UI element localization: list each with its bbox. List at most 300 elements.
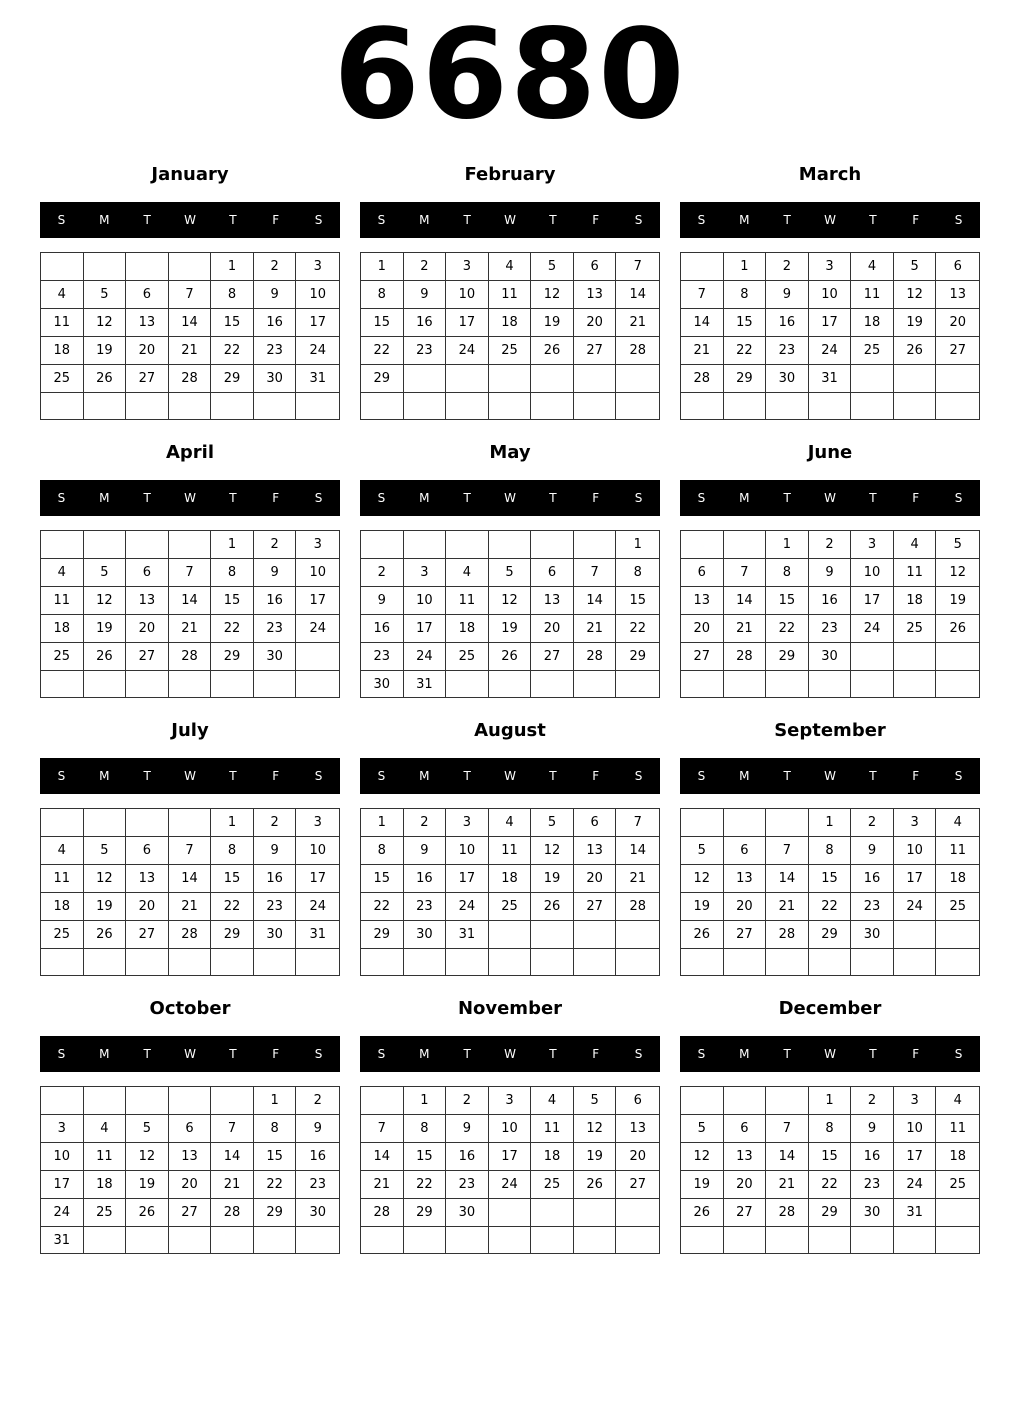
weekday-header xyxy=(680,758,980,794)
day-cell: 9 xyxy=(851,1115,894,1143)
day-cell: 1 xyxy=(766,531,809,559)
weekday-label: T xyxy=(869,491,877,505)
day-cell: 1 xyxy=(254,1087,297,1115)
month-name: September xyxy=(774,720,886,741)
day-cell: 21 xyxy=(616,309,659,337)
empty-cell xyxy=(126,1087,169,1115)
empty-cell xyxy=(254,1227,297,1254)
empty-cell xyxy=(211,949,254,975)
day-cell: 26 xyxy=(574,1171,617,1199)
empty-cell xyxy=(169,1087,212,1115)
weekday-label: W xyxy=(824,1047,836,1061)
empty-cell xyxy=(446,393,489,419)
empty-cell xyxy=(851,643,894,671)
day-cell: 14 xyxy=(169,865,212,893)
day-cell: 24 xyxy=(894,893,937,921)
day-cell: 25 xyxy=(489,337,532,365)
day-cell: 11 xyxy=(41,587,84,615)
empty-cell xyxy=(894,671,937,697)
empty-cell xyxy=(681,393,724,419)
day-cell: 23 xyxy=(809,615,852,643)
day-cell: 4 xyxy=(489,809,532,837)
day-cell: 19 xyxy=(84,893,127,921)
weekday-label: S xyxy=(697,769,706,783)
day-cell: 7 xyxy=(766,837,809,865)
day-cell: 23 xyxy=(851,1171,894,1199)
day-cell: 8 xyxy=(254,1115,297,1143)
weekday-label: F xyxy=(912,1047,920,1061)
day-cell: 7 xyxy=(574,559,617,587)
empty-cell xyxy=(84,393,127,419)
month-name: April xyxy=(165,442,215,463)
day-cell: 1 xyxy=(211,531,254,559)
weekday-label: S xyxy=(697,491,706,505)
weekday-label: T xyxy=(869,213,877,227)
day-cell: 12 xyxy=(84,865,127,893)
day-cell: 21 xyxy=(766,1171,809,1199)
weekday-label: F xyxy=(912,769,920,783)
weekday-label: T xyxy=(143,1047,151,1061)
empty-cell xyxy=(169,809,212,837)
empty-cell xyxy=(531,1227,574,1253)
day-cell: 27 xyxy=(531,643,574,671)
day-cell: 6 xyxy=(126,559,169,587)
day-cell: 3 xyxy=(446,253,489,281)
month-name: November xyxy=(457,998,563,1019)
day-cell: 31 xyxy=(296,365,339,393)
day-cell: 27 xyxy=(169,1199,212,1227)
weekday-label: W xyxy=(184,213,196,227)
day-cell: 20 xyxy=(724,893,767,921)
day-cell: 13 xyxy=(126,587,169,615)
empty-cell xyxy=(169,393,212,419)
day-cell: 10 xyxy=(851,559,894,587)
empty-cell xyxy=(531,531,574,559)
empty-cell xyxy=(936,671,979,697)
empty-cell xyxy=(936,1199,979,1227)
weekday-label: T xyxy=(143,213,151,227)
day-cell: 2 xyxy=(766,253,809,281)
day-cell: 20 xyxy=(681,615,724,643)
empty-cell xyxy=(84,1087,127,1115)
empty-cell xyxy=(766,671,809,697)
empty-cell xyxy=(254,949,297,975)
empty-cell xyxy=(724,531,767,559)
weekday-label: F xyxy=(272,1047,280,1061)
day-cell: 31 xyxy=(809,365,852,393)
day-cell: 22 xyxy=(766,615,809,643)
day-cell: 3 xyxy=(296,253,339,281)
empty-cell xyxy=(489,531,532,559)
day-cell: 10 xyxy=(296,837,339,865)
empty-cell xyxy=(851,1227,894,1253)
day-cell: 27 xyxy=(126,921,169,949)
day-cell: 14 xyxy=(574,587,617,615)
day-cell: 4 xyxy=(41,837,84,865)
day-cell: 2 xyxy=(851,809,894,837)
empty-cell xyxy=(41,393,84,419)
empty-cell xyxy=(446,1227,489,1253)
day-cell: 15 xyxy=(211,865,254,893)
empty-cell xyxy=(724,671,767,697)
day-cell: 27 xyxy=(616,1171,659,1199)
day-cell: 24 xyxy=(809,337,852,365)
day-cell: 11 xyxy=(41,309,84,337)
empty-cell xyxy=(574,1227,617,1253)
weekday-label: S xyxy=(634,1047,643,1061)
day-cell: 2 xyxy=(404,809,447,837)
month-name: December xyxy=(778,998,882,1019)
weekday-label: M xyxy=(99,1047,110,1061)
empty-cell xyxy=(766,1087,809,1115)
day-cell: 9 xyxy=(404,281,447,309)
weekday-label: W xyxy=(824,491,836,505)
day-cell: 16 xyxy=(766,309,809,337)
empty-cell xyxy=(126,1227,169,1254)
day-cell: 2 xyxy=(809,531,852,559)
day-grid xyxy=(680,252,980,420)
day-cell: 30 xyxy=(809,643,852,671)
day-cell: 28 xyxy=(211,1199,254,1227)
day-cell: 8 xyxy=(766,559,809,587)
day-cell: 4 xyxy=(446,559,489,587)
day-cell: 13 xyxy=(724,1143,767,1171)
day-cell: 18 xyxy=(936,1143,979,1171)
weekday-label: M xyxy=(739,1047,750,1061)
day-cell: 30 xyxy=(851,921,894,949)
day-cell: 11 xyxy=(489,281,532,309)
empty-cell xyxy=(169,671,212,697)
day-cell: 10 xyxy=(446,837,489,865)
day-cell: 28 xyxy=(681,365,724,393)
weekday-label: F xyxy=(912,213,920,227)
empty-cell xyxy=(724,809,767,837)
day-cell: 3 xyxy=(41,1115,84,1143)
weekday-label: M xyxy=(419,213,430,227)
empty-cell xyxy=(809,393,852,419)
weekday-label: S xyxy=(377,213,386,227)
day-cell: 12 xyxy=(681,865,724,893)
day-cell: 13 xyxy=(126,309,169,337)
day-cell: 4 xyxy=(84,1115,127,1143)
day-cell: 29 xyxy=(404,1199,447,1227)
day-cell: 19 xyxy=(574,1143,617,1171)
day-cell: 23 xyxy=(404,893,447,921)
day-cell: 26 xyxy=(84,921,127,949)
day-cell: 20 xyxy=(574,309,617,337)
day-cell: 13 xyxy=(616,1115,659,1143)
day-cell: 14 xyxy=(724,587,767,615)
day-cell: 15 xyxy=(211,587,254,615)
day-cell: 14 xyxy=(361,1143,404,1171)
empty-cell xyxy=(489,365,532,393)
day-cell: 6 xyxy=(126,837,169,865)
empty-cell xyxy=(616,1199,659,1227)
day-cell: 13 xyxy=(169,1143,212,1171)
day-cell: 27 xyxy=(681,643,724,671)
day-cell: 29 xyxy=(616,643,659,671)
day-cell: 18 xyxy=(41,337,84,365)
day-cell: 29 xyxy=(211,365,254,393)
day-grid xyxy=(680,1086,980,1254)
empty-cell xyxy=(936,1227,979,1253)
day-cell: 21 xyxy=(681,337,724,365)
day-cell: 10 xyxy=(296,281,339,309)
day-cell: 16 xyxy=(254,587,297,615)
day-cell: 4 xyxy=(894,531,937,559)
day-cell: 11 xyxy=(84,1143,127,1171)
day-cell: 27 xyxy=(724,921,767,949)
empty-cell xyxy=(404,531,447,559)
day-cell: 22 xyxy=(404,1171,447,1199)
empty-cell xyxy=(84,531,127,559)
empty-cell xyxy=(404,949,447,975)
day-cell: 8 xyxy=(404,1115,447,1143)
day-cell: 5 xyxy=(531,253,574,281)
day-cell: 23 xyxy=(361,643,404,671)
empty-cell xyxy=(446,531,489,559)
day-cell: 28 xyxy=(766,921,809,949)
empty-cell xyxy=(616,1227,659,1253)
empty-cell xyxy=(894,643,937,671)
day-cell: 24 xyxy=(446,893,489,921)
day-cell: 25 xyxy=(489,893,532,921)
empty-cell xyxy=(254,393,297,419)
weekday-label: T xyxy=(783,769,791,783)
day-cell: 10 xyxy=(894,1115,937,1143)
month-name: July xyxy=(171,720,209,741)
empty-cell xyxy=(616,949,659,975)
day-cell: 18 xyxy=(41,893,84,921)
day-cell: 30 xyxy=(404,921,447,949)
day-cell: 2 xyxy=(254,253,297,281)
empty-cell xyxy=(766,1227,809,1253)
day-cell: 19 xyxy=(531,309,574,337)
day-cell: 26 xyxy=(894,337,937,365)
day-cell: 29 xyxy=(211,643,254,671)
weekday-label: M xyxy=(739,491,750,505)
day-cell: 2 xyxy=(446,1087,489,1115)
day-cell: 26 xyxy=(531,337,574,365)
day-cell: 20 xyxy=(126,337,169,365)
day-cell: 17 xyxy=(446,309,489,337)
weekday-label: S xyxy=(634,769,643,783)
day-grid xyxy=(360,1086,660,1254)
day-cell: 21 xyxy=(616,865,659,893)
day-cell: 25 xyxy=(41,643,84,671)
empty-cell xyxy=(851,949,894,975)
empty-cell xyxy=(531,393,574,419)
empty-cell xyxy=(296,1227,339,1254)
weekday-header xyxy=(680,202,980,238)
day-cell: 4 xyxy=(41,281,84,309)
weekday-label: T xyxy=(783,491,791,505)
empty-cell xyxy=(681,253,724,281)
day-cell: 29 xyxy=(724,365,767,393)
month-name: October xyxy=(149,998,231,1019)
empty-cell xyxy=(404,365,447,393)
day-cell: 11 xyxy=(936,1115,979,1143)
weekday-label: M xyxy=(739,213,750,227)
day-cell: 19 xyxy=(681,1171,724,1199)
day-cell: 25 xyxy=(851,337,894,365)
weekday-label: S xyxy=(314,213,323,227)
empty-cell xyxy=(84,253,127,281)
day-cell: 7 xyxy=(169,559,212,587)
day-grid xyxy=(40,808,340,976)
day-cell: 5 xyxy=(531,809,574,837)
weekday-label: S xyxy=(954,1047,963,1061)
empty-cell xyxy=(851,671,894,697)
empty-cell xyxy=(84,949,127,975)
day-cell: 22 xyxy=(211,337,254,365)
weekday-label: S xyxy=(634,491,643,505)
empty-cell xyxy=(531,921,574,949)
day-cell: 5 xyxy=(574,1087,617,1115)
day-cell: 18 xyxy=(489,865,532,893)
day-cell: 30 xyxy=(254,365,297,393)
weekday-label: T xyxy=(549,1047,557,1061)
weekday-label: S xyxy=(314,1047,323,1061)
month-name: August xyxy=(474,720,546,741)
day-cell: 31 xyxy=(41,1227,84,1254)
weekday-label: T xyxy=(143,769,151,783)
day-cell: 10 xyxy=(446,281,489,309)
empty-cell xyxy=(41,1087,84,1115)
empty-cell xyxy=(681,671,724,697)
day-cell: 16 xyxy=(254,865,297,893)
day-cell: 21 xyxy=(724,615,767,643)
empty-cell xyxy=(894,949,937,975)
empty-cell xyxy=(446,365,489,393)
weekday-label: M xyxy=(419,1047,430,1061)
weekday-label: W xyxy=(824,213,836,227)
weekday-label: S xyxy=(697,1047,706,1061)
weekday-label: M xyxy=(419,491,430,505)
day-cell: 11 xyxy=(531,1115,574,1143)
day-cell: 24 xyxy=(296,893,339,921)
empty-cell xyxy=(361,1227,404,1253)
day-cell: 16 xyxy=(446,1143,489,1171)
day-cell: 11 xyxy=(489,837,532,865)
day-cell: 16 xyxy=(404,865,447,893)
day-cell: 1 xyxy=(404,1087,447,1115)
day-cell: 15 xyxy=(616,587,659,615)
empty-cell xyxy=(211,1087,254,1115)
day-cell: 23 xyxy=(851,893,894,921)
day-cell: 17 xyxy=(809,309,852,337)
year-title: 6680 xyxy=(333,3,687,147)
day-cell: 6 xyxy=(681,559,724,587)
weekday-label: S xyxy=(377,491,386,505)
day-cell: 17 xyxy=(296,309,339,337)
empty-cell xyxy=(211,1227,254,1254)
day-cell: 6 xyxy=(724,837,767,865)
empty-cell xyxy=(84,809,127,837)
weekday-header xyxy=(360,758,660,794)
weekday-header xyxy=(40,202,340,238)
empty-cell xyxy=(361,949,404,975)
weekday-label: S xyxy=(697,213,706,227)
day-cell: 8 xyxy=(724,281,767,309)
day-cell: 3 xyxy=(894,1087,937,1115)
day-cell: 14 xyxy=(169,309,212,337)
day-cell: 9 xyxy=(254,559,297,587)
day-cell: 15 xyxy=(766,587,809,615)
day-cell: 1 xyxy=(616,531,659,559)
day-cell: 7 xyxy=(361,1115,404,1143)
empty-cell xyxy=(766,393,809,419)
empty-cell xyxy=(681,949,724,975)
weekday-label: W xyxy=(184,769,196,783)
day-cell: 26 xyxy=(531,893,574,921)
day-cell: 7 xyxy=(169,281,212,309)
empty-cell xyxy=(574,671,617,698)
day-cell: 19 xyxy=(936,587,979,615)
day-cell: 29 xyxy=(254,1199,297,1227)
weekday-label: S xyxy=(954,769,963,783)
day-cell: 9 xyxy=(254,837,297,865)
day-cell: 1 xyxy=(361,809,404,837)
empty-cell xyxy=(41,531,84,559)
day-cell: 4 xyxy=(41,559,84,587)
day-cell: 2 xyxy=(851,1087,894,1115)
empty-cell xyxy=(681,531,724,559)
day-cell: 14 xyxy=(169,587,212,615)
weekday-label: S xyxy=(954,491,963,505)
weekday-label: F xyxy=(592,769,600,783)
weekday-label: S xyxy=(57,769,66,783)
weekday-label: T xyxy=(549,491,557,505)
weekday-label: S xyxy=(314,769,323,783)
day-cell: 19 xyxy=(681,893,724,921)
weekday-label: S xyxy=(954,213,963,227)
day-cell: 20 xyxy=(169,1171,212,1199)
day-cell: 15 xyxy=(361,865,404,893)
day-cell: 28 xyxy=(766,1199,809,1227)
day-cell: 12 xyxy=(936,559,979,587)
day-cell: 1 xyxy=(809,1087,852,1115)
empty-cell xyxy=(616,921,659,949)
day-cell: 5 xyxy=(84,837,127,865)
day-cell: 17 xyxy=(404,615,447,643)
day-cell: 16 xyxy=(254,309,297,337)
day-grid xyxy=(680,808,980,976)
day-cell: 26 xyxy=(936,615,979,643)
day-cell: 12 xyxy=(681,1143,724,1171)
day-cell: 22 xyxy=(361,893,404,921)
day-cell: 18 xyxy=(531,1143,574,1171)
day-cell: 19 xyxy=(84,615,127,643)
day-cell: 6 xyxy=(126,281,169,309)
day-cell: 30 xyxy=(446,1199,489,1227)
day-cell: 1 xyxy=(809,809,852,837)
day-cell: 12 xyxy=(531,281,574,309)
day-cell: 24 xyxy=(296,337,339,365)
empty-cell xyxy=(616,671,659,698)
day-cell: 25 xyxy=(936,1171,979,1199)
day-cell: 26 xyxy=(681,1199,724,1227)
empty-cell xyxy=(296,643,339,671)
day-cell: 30 xyxy=(254,643,297,671)
empty-cell xyxy=(296,393,339,419)
empty-cell xyxy=(936,393,979,419)
day-cell: 1 xyxy=(211,253,254,281)
weekday-label: T xyxy=(229,491,237,505)
day-cell: 7 xyxy=(724,559,767,587)
day-cell: 5 xyxy=(894,253,937,281)
weekday-label: T xyxy=(463,213,471,227)
